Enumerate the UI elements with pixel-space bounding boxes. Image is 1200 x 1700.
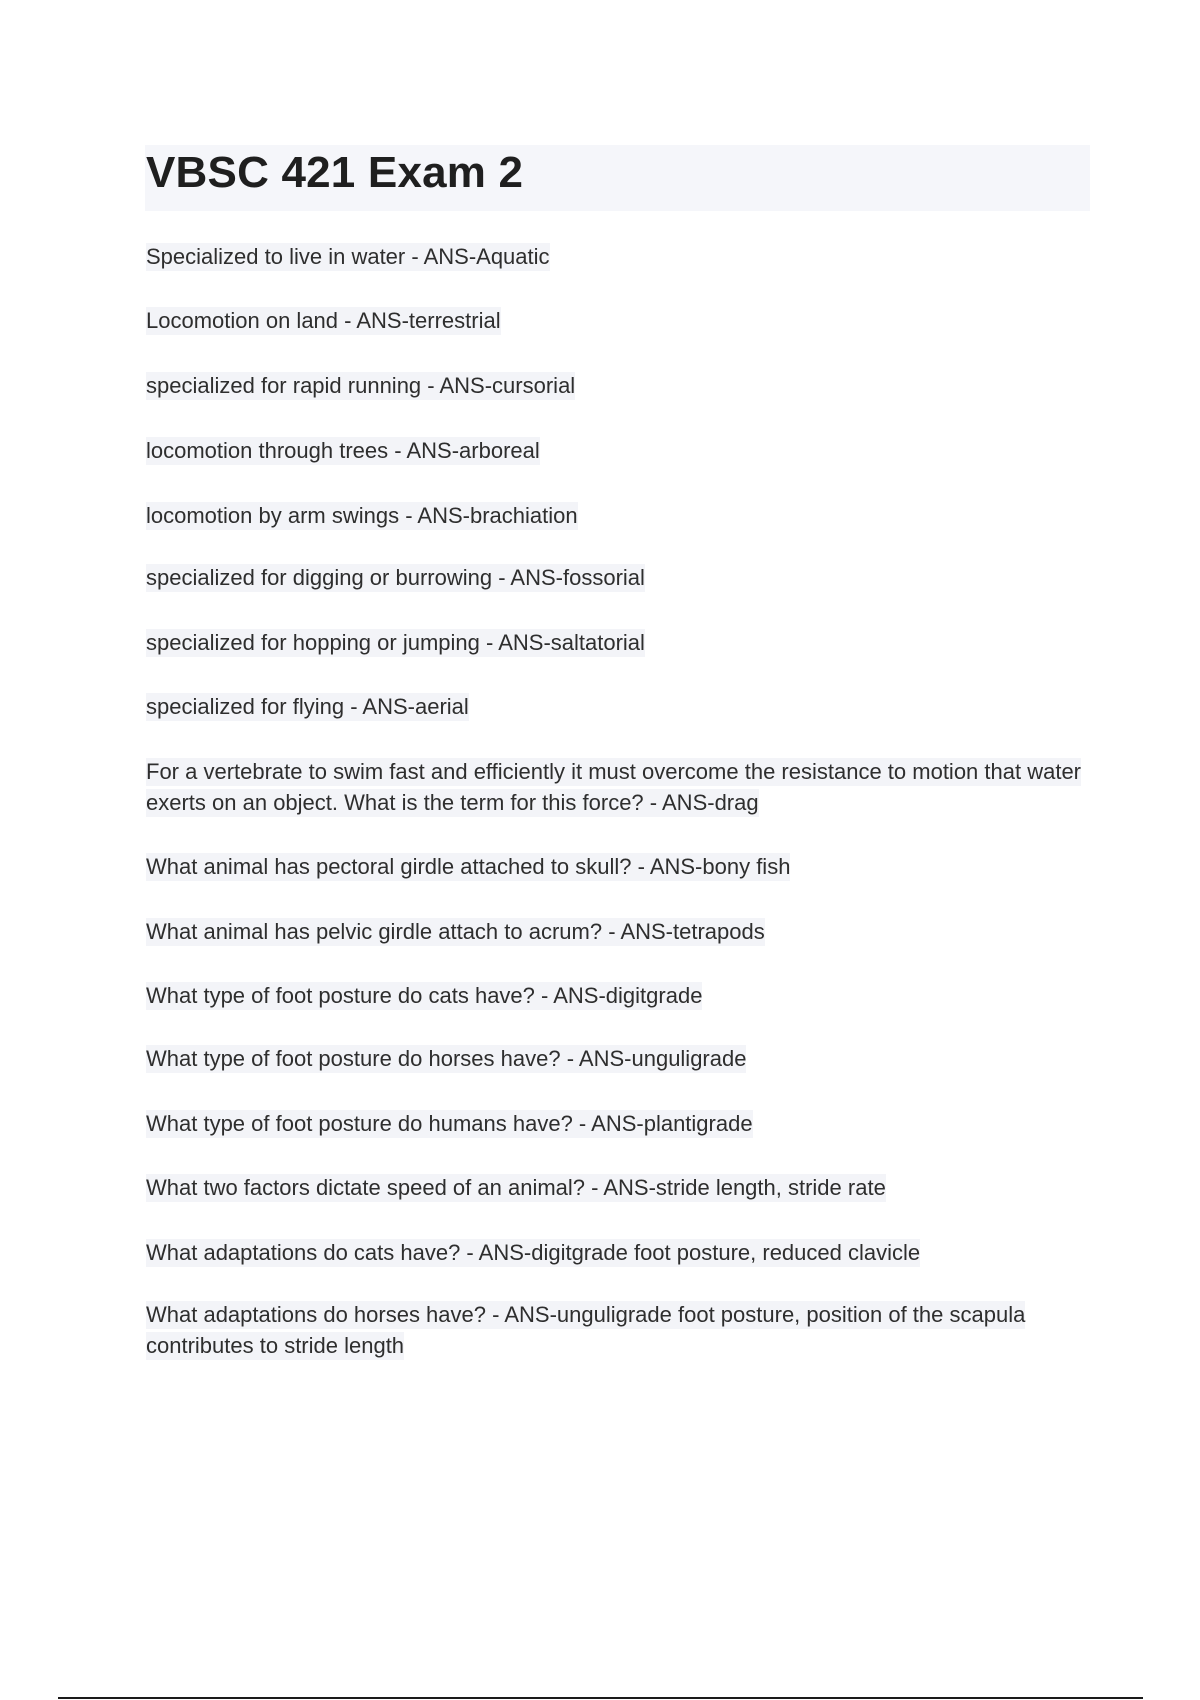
list-item	[146, 1237, 1091, 1268]
qa-text: locomotion through trees - ANS-arboreal	[146, 438, 540, 463]
qa-text: specialized for rapid running - ANS-cursorial	[146, 373, 576, 398]
qa-text: For a vertebrate to swim fast and efficiently it must overcome the resistance to motion that water exerts on an object. What is the term for this force? - ANS-drag	[146, 759, 1081, 815]
qa-text: Locomotion on land - ANS-terrestrial	[146, 308, 501, 333]
list-item	[146, 916, 1091, 947]
qa-text: specialized for hopping or jumping - ANS-saltatorial	[146, 630, 645, 655]
list-item	[146, 500, 1091, 531]
list-item	[146, 756, 1091, 818]
qa-text: What type of foot posture do horses have? - ANS-unguligrade	[146, 1046, 747, 1071]
list-item	[146, 980, 1091, 1011]
list-item	[146, 241, 1091, 272]
list-item	[146, 851, 1091, 882]
list-item	[146, 1299, 1091, 1361]
page-title: VBSC 421 Exam 2	[146, 148, 524, 197]
list-item	[146, 1108, 1091, 1139]
list-item	[146, 627, 1091, 658]
qa-text: What type of foot posture do humans have? - ANS-plantigrade	[146, 1111, 753, 1136]
list-item	[146, 370, 1091, 401]
list-item	[146, 691, 1091, 722]
qa-text: locomotion by arm swings - ANS-brachiation	[146, 503, 578, 528]
qa-text: What two factors dictate speed of an animal? - ANS-stride length, stride rate	[146, 1175, 886, 1200]
list-item	[146, 562, 1091, 593]
qa-text: What animal has pelvic girdle attach to acrum? - ANS-tetrapods	[146, 919, 765, 944]
qa-text: Specialized to live in water - ANS-Aquatic	[146, 244, 550, 269]
list-item	[146, 305, 1091, 336]
list-item	[146, 1043, 1091, 1074]
list-item	[146, 1172, 1091, 1203]
qa-text: What animal has pectoral girdle attached to skull? - ANS-bony fish	[146, 854, 791, 879]
list-item	[146, 435, 1091, 466]
qa-text: What type of foot posture do cats have? - ANS-digitgrade	[146, 983, 703, 1008]
qa-text: specialized for flying - ANS-aerial	[146, 694, 469, 719]
footer-rule	[58, 1697, 1143, 1699]
qa-text: specialized for digging or burrowing - ANS-fossorial	[146, 565, 645, 590]
qa-text: What adaptations do cats have? - ANS-digitgrade foot posture, reduced clavicle	[146, 1240, 921, 1265]
qa-text: What adaptations do horses have? - ANS-unguligrade foot posture, position of the scapula contributes to stride length	[146, 1302, 1026, 1358]
